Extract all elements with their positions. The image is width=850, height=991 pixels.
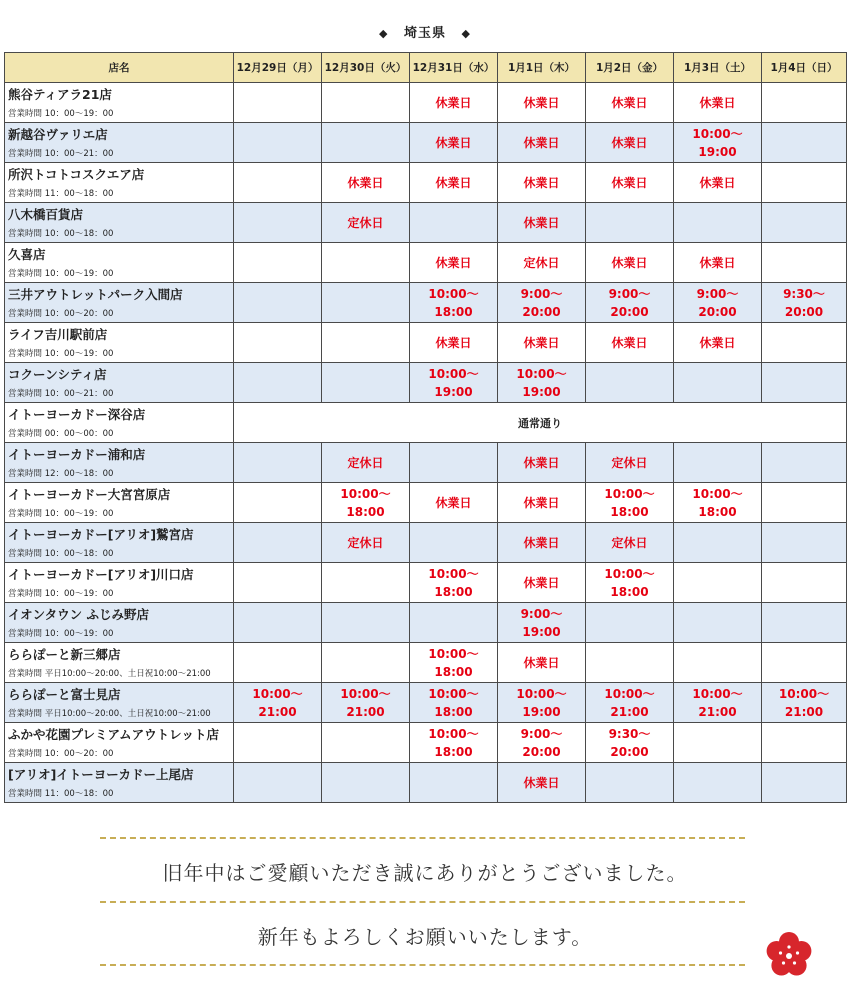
- store-cell: [5, 243, 234, 283]
- day-status-cell: 定休日: [322, 443, 410, 483]
- day-status-cell: [234, 323, 322, 363]
- day-status-cell: 10:00～ 18:00: [410, 723, 498, 763]
- day-status-cell: 休業日: [410, 323, 498, 363]
- store-name: 新越谷ヴァリエ店: [8, 127, 108, 142]
- day-status-cell: [234, 203, 322, 243]
- day-status-cell: [762, 243, 847, 283]
- table-row: [5, 83, 847, 123]
- day-status-cell: 10:00～ 19:00: [410, 363, 498, 403]
- day-status-cell: 9:30～ 20:00: [762, 283, 847, 323]
- day-status-cell: 10:00～ 21:00: [322, 683, 410, 723]
- table-row: [5, 603, 847, 643]
- day-status-cell: [234, 603, 322, 643]
- day-status-cell: [322, 363, 410, 403]
- day-status-cell: [234, 443, 322, 483]
- day-status-cell: [762, 563, 847, 603]
- store-hours: 営業時間 10：00～19：00: [8, 269, 114, 279]
- day-status-cell: 定休日: [586, 443, 674, 483]
- store-cell: [5, 403, 234, 443]
- store-hours: 営業時間 10：00～21：00: [8, 149, 114, 159]
- store-name: ふかや花園プレミアムアウトレット店: [8, 727, 220, 742]
- day-status-cell: [586, 603, 674, 643]
- day-status-cell: 休業日: [410, 483, 498, 523]
- day-status-cell: 休業日: [586, 163, 674, 203]
- day-status-cell: [234, 643, 322, 683]
- day-status-cell: [674, 763, 762, 803]
- day-status-cell: [322, 643, 410, 683]
- store-hours: 営業時間 10：00～20：00: [8, 749, 114, 759]
- day-status-cell: [234, 123, 322, 163]
- column-header-date: 12月30日（火）: [322, 53, 410, 83]
- day-status-cell: [674, 603, 762, 643]
- day-status-cell: [762, 723, 847, 763]
- store-cell: [5, 683, 234, 723]
- day-status-cell: [674, 723, 762, 763]
- day-status-cell: 10:00～ 18:00: [410, 643, 498, 683]
- table-row: [5, 163, 847, 203]
- store-cell: [5, 643, 234, 683]
- day-status-cell: 休業日: [674, 243, 762, 283]
- store-name: ららぽーと富士見店: [8, 687, 121, 702]
- day-status-cell: 9:30～ 20:00: [586, 723, 674, 763]
- store-hours: 営業時間 10：00～18：00: [8, 549, 114, 559]
- store-name: 所沢トコトコスクエア店: [8, 167, 145, 182]
- day-status-cell: [762, 763, 847, 803]
- day-status-cell: 10:00～ 18:00: [674, 483, 762, 523]
- day-status-cell: 9:00～ 19:00: [498, 603, 586, 643]
- day-status-cell: 休業日: [674, 163, 762, 203]
- day-status-cell: 10:00～ 21:00: [762, 683, 847, 723]
- store-name: 熊谷ティアラ21店: [8, 87, 112, 102]
- day-status-cell: 休業日: [498, 483, 586, 523]
- day-status-cell: [674, 203, 762, 243]
- store-name: ライフ吉川駅前店: [8, 327, 108, 342]
- day-status-cell: [762, 323, 847, 363]
- day-status-cell: 9:00～ 20:00: [498, 723, 586, 763]
- day-status-cell: 休業日: [498, 83, 586, 123]
- table-row: [5, 323, 847, 363]
- table-header-row: [5, 53, 847, 83]
- day-status-cell: 休業日: [586, 83, 674, 123]
- day-status-cell: [762, 363, 847, 403]
- day-status-cell: [410, 523, 498, 563]
- day-status-cell: 10:00～ 21:00: [234, 683, 322, 723]
- day-status-cell: 10:00～ 18:00: [410, 283, 498, 323]
- day-status-cell: 9:00～ 20:00: [498, 283, 586, 323]
- store-hours: 営業時間 平日10:00～20:00、土日祝10:00～21:00: [8, 669, 211, 679]
- day-status-cell: 10:00～ 19:00: [498, 683, 586, 723]
- day-status-cell: 9:00～ 20:00: [674, 283, 762, 323]
- table-row: [5, 723, 847, 763]
- day-status-cell: [762, 443, 847, 483]
- store-hours: 営業時間 10：00～19：00: [8, 629, 114, 639]
- day-status-cell: [586, 203, 674, 243]
- day-status-cell: [322, 323, 410, 363]
- day-status-cell: [586, 643, 674, 683]
- table-row: [5, 403, 847, 443]
- day-status-cell: 休業日: [498, 563, 586, 603]
- day-status-cell: 10:00～ 21:00: [586, 683, 674, 723]
- store-cell: [5, 83, 234, 123]
- store-name: イトーヨーカドー[アリオ]鷲宮店: [8, 527, 194, 542]
- table-row: [5, 563, 847, 603]
- diamond-icon-left: ◆: [378, 27, 389, 40]
- day-status-cell: [674, 523, 762, 563]
- day-status-cell: [234, 723, 322, 763]
- day-status-cell: [234, 83, 322, 123]
- table-row: [5, 283, 847, 323]
- day-status-cell: 休業日: [410, 83, 498, 123]
- store-hours: 営業時間 10：00～20：00: [8, 309, 114, 319]
- column-header-date: 1月4日（日）: [762, 53, 847, 83]
- day-status-cell: [762, 523, 847, 563]
- greeting-line-2: 新年もよろしくお願いいたします。: [257, 925, 593, 949]
- day-status-cell: 休業日: [586, 123, 674, 163]
- store-name: イトーヨーカドー浦和店: [8, 447, 146, 462]
- column-header-date: 12月29日（月）: [234, 53, 322, 83]
- region-name: 埼玉県: [403, 26, 446, 41]
- day-status-cell: [762, 163, 847, 203]
- store-name: 久喜店: [8, 247, 46, 262]
- store-cell: [5, 163, 234, 203]
- day-status-cell: 休業日: [498, 163, 586, 203]
- table-row: [5, 363, 847, 403]
- store-hours: 営業時間 10：00～21：00: [8, 389, 114, 399]
- table-row: [5, 683, 847, 723]
- day-status-cell: 休業日: [586, 243, 674, 283]
- day-status-cell: 10:00～ 18:00: [322, 483, 410, 523]
- day-status-cell: [234, 283, 322, 323]
- day-status-cell: [234, 163, 322, 203]
- day-status-cell: [674, 643, 762, 683]
- normal-hours-cell: 通常通り: [234, 403, 847, 443]
- day-status-cell: [322, 123, 410, 163]
- day-status-cell: [762, 203, 847, 243]
- day-status-cell: 10:00～ 18:00: [586, 483, 674, 523]
- day-status-cell: 休業日: [498, 323, 586, 363]
- store-cell: [5, 203, 234, 243]
- day-status-cell: 10:00～ 18:00: [410, 683, 498, 723]
- store-hours: 営業時間 平日10:00～20:00、土日祝10:00～21:00: [8, 709, 211, 719]
- store-hours: 営業時間 10：00～19：00: [8, 509, 114, 519]
- table-row: [5, 523, 847, 563]
- day-status-cell: [762, 483, 847, 523]
- day-status-cell: 休業日: [674, 323, 762, 363]
- day-status-cell: 定休日: [586, 523, 674, 563]
- diamond-icon-right: ◆: [461, 27, 471, 40]
- store-cell: [5, 363, 234, 403]
- dashed-divider: [100, 837, 745, 839]
- store-cell: [5, 283, 234, 323]
- day-status-cell: 休業日: [498, 643, 586, 683]
- store-hours: 営業時間 00：00～00：00: [8, 429, 114, 439]
- store-hours: 営業時間 10：00～19：00: [8, 109, 114, 119]
- day-status-cell: 休業日: [410, 123, 498, 163]
- day-status-cell: 休業日: [498, 763, 586, 803]
- holiday-hours-table: [4, 52, 847, 803]
- store-name: イオンタウン ふじみ野店: [8, 607, 149, 622]
- column-header-date: 12月31日（水）: [410, 53, 498, 83]
- store-name: ららぽーと新三郷店: [8, 647, 121, 662]
- table-row: [5, 443, 847, 483]
- store-name: イトーヨーカドー深谷店: [8, 407, 146, 422]
- plum-blossom-icon: [764, 930, 814, 980]
- day-status-cell: 休業日: [498, 523, 586, 563]
- store-name: [アリオ]イトーヨーカドー上尾店: [8, 767, 194, 782]
- day-status-cell: [322, 563, 410, 603]
- day-status-cell: 休業日: [674, 83, 762, 123]
- day-status-cell: [234, 483, 322, 523]
- day-status-cell: 定休日: [498, 243, 586, 283]
- table-row: [5, 763, 847, 803]
- table-row: [5, 123, 847, 163]
- store-name: 八木橋百貨店: [8, 207, 84, 222]
- store-hours: 営業時間 10：00～19：00: [8, 349, 114, 359]
- day-status-cell: [586, 363, 674, 403]
- dashed-divider: [100, 901, 745, 903]
- table-row: [5, 483, 847, 523]
- day-status-cell: [322, 243, 410, 283]
- store-hours: 営業時間 11：00～18：00: [8, 789, 114, 799]
- column-header-store: 店名: [5, 53, 234, 83]
- table-row: [5, 203, 847, 243]
- store-cell: [5, 443, 234, 483]
- store-hours: 営業時間 10：00～18：00: [8, 229, 114, 239]
- day-status-cell: 10:00～ 18:00: [410, 563, 498, 603]
- store-cell: [5, 123, 234, 163]
- day-status-cell: [234, 563, 322, 603]
- day-status-cell: [322, 723, 410, 763]
- column-header-date: 1月3日（土）: [674, 53, 762, 83]
- column-header-date: 1月2日（金）: [586, 53, 674, 83]
- day-status-cell: [674, 443, 762, 483]
- store-cell: [5, 563, 234, 603]
- day-status-cell: [762, 83, 847, 123]
- table-row: [5, 243, 847, 283]
- store-rows: [5, 83, 847, 803]
- day-status-cell: [674, 363, 762, 403]
- greeting-line-1: 旧年中はご愛顧いただき誠にありがとうございました。: [162, 861, 688, 885]
- store-name: コクーンシティ店: [8, 367, 107, 382]
- day-status-cell: 休業日: [586, 323, 674, 363]
- store-hours: 営業時間 10：00～19：00: [8, 589, 114, 599]
- day-status-cell: [234, 523, 322, 563]
- store-cell: [5, 763, 234, 803]
- day-status-cell: 定休日: [322, 523, 410, 563]
- store-cell: [5, 603, 234, 643]
- day-status-cell: 10:00～ 21:00: [674, 683, 762, 723]
- day-status-cell: [410, 443, 498, 483]
- store-cell: [5, 723, 234, 763]
- day-status-cell: 休業日: [410, 163, 498, 203]
- store-name: イトーヨーカドー大宮宮原店: [8, 487, 171, 502]
- day-status-cell: 10:00～ 19:00: [674, 123, 762, 163]
- day-status-cell: [410, 763, 498, 803]
- day-status-cell: 休業日: [498, 443, 586, 483]
- day-status-cell: [586, 763, 674, 803]
- day-status-cell: 休業日: [498, 123, 586, 163]
- day-status-cell: [322, 603, 410, 643]
- dashed-divider: [100, 964, 745, 966]
- store-name: 三井アウトレットパーク入間店: [8, 287, 183, 302]
- day-status-cell: 10:00～ 19:00: [498, 363, 586, 403]
- day-status-cell: [410, 603, 498, 643]
- day-status-cell: [234, 763, 322, 803]
- day-status-cell: 定休日: [322, 203, 410, 243]
- region-title: [0, 22, 850, 41]
- store-cell: [5, 323, 234, 363]
- day-status-cell: [674, 563, 762, 603]
- day-status-cell: [322, 283, 410, 323]
- day-status-cell: [322, 763, 410, 803]
- table-row: [5, 643, 847, 683]
- day-status-cell: 休業日: [498, 203, 586, 243]
- store-cell: [5, 523, 234, 563]
- day-status-cell: 9:00～ 20:00: [586, 283, 674, 323]
- day-status-cell: [410, 203, 498, 243]
- column-header-date: 1月1日（木）: [498, 53, 586, 83]
- day-status-cell: [322, 83, 410, 123]
- store-hours: 営業時間 12：00～18：00: [8, 469, 114, 479]
- day-status-cell: [234, 243, 322, 283]
- day-status-cell: [234, 363, 322, 403]
- day-status-cell: [762, 643, 847, 683]
- day-status-cell: [762, 123, 847, 163]
- store-cell: [5, 483, 234, 523]
- store-name: イトーヨーカドー[アリオ]川口店: [8, 567, 194, 582]
- day-status-cell: 休業日: [410, 243, 498, 283]
- store-hours: 営業時間 11：00～18：00: [8, 189, 114, 199]
- day-status-cell: 休業日: [322, 163, 410, 203]
- day-status-cell: [762, 603, 847, 643]
- day-status-cell: 10:00～ 18:00: [586, 563, 674, 603]
